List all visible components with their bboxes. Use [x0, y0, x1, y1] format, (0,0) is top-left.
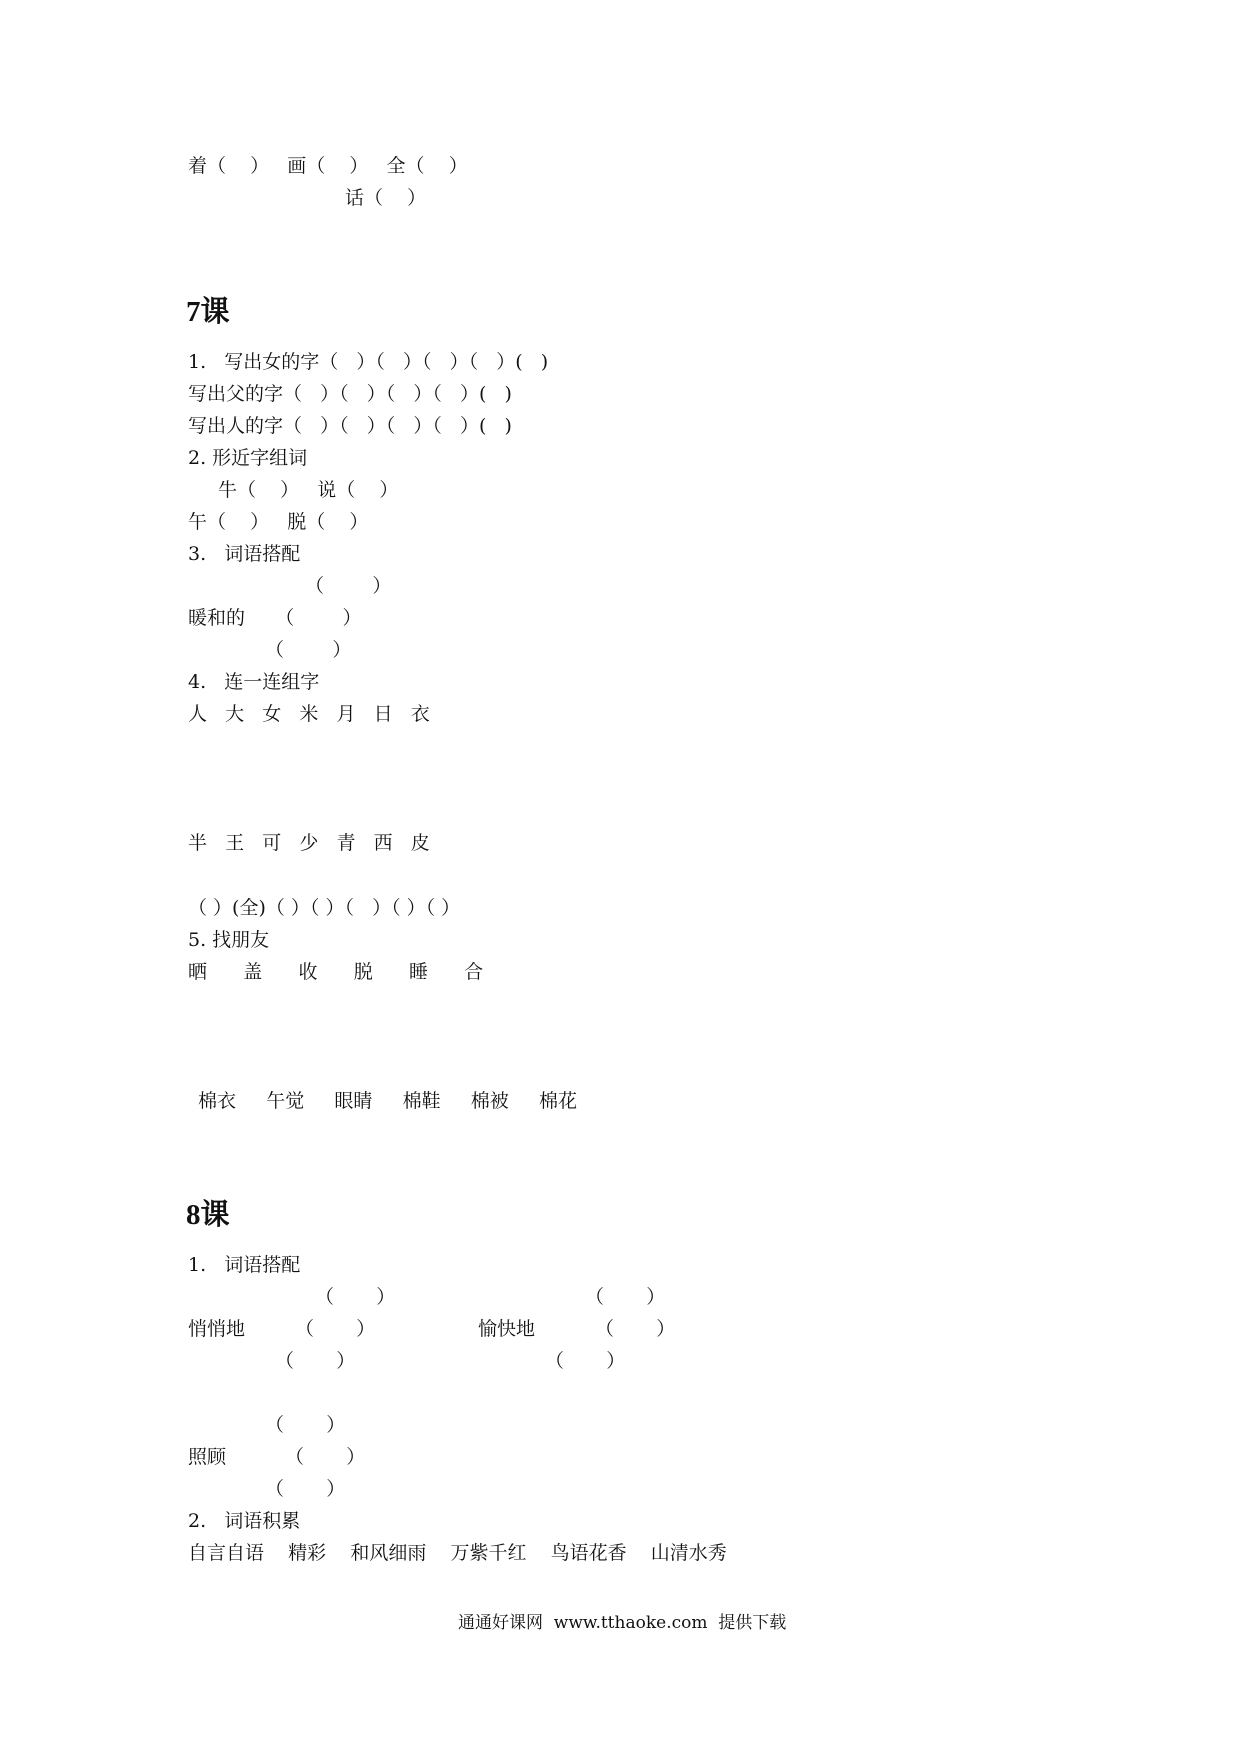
page-footer: 通通好课网 www.tthaoke.com 提供下载: [458, 1613, 787, 1633]
lesson7-q3-line3: （ ）: [265, 639, 352, 661]
lesson7-heading: 7课: [186, 296, 230, 328]
lesson7-q4-title: 4. 连一连组字: [188, 671, 320, 693]
lesson7-q1-line2: 写出父的字（ ）（ ）（ ）（ ）( ): [188, 383, 512, 405]
lesson8-q1-line3a: （ ）: [275, 1350, 356, 1372]
lesson8-q1-line5b: （ ）: [285, 1446, 366, 1468]
lesson8-q1-line1a: （ ）: [315, 1286, 396, 1308]
lesson8-heading: 8课: [186, 1199, 230, 1231]
lesson7-q3-line1: （ ）: [305, 575, 392, 597]
lesson7-q2-line2: 午（ ） 脱（ ）: [188, 511, 369, 533]
lesson8-q1-title: 1. 词语搭配: [188, 1254, 301, 1276]
lesson7-q4-row2: 半 王 可 少 青 西 皮: [188, 832, 430, 854]
lesson8-q1-line2b: （ ）: [295, 1318, 376, 1340]
lesson8-q1-line3b: （ ）: [545, 1350, 626, 1372]
lesson7-q3-line2: 暖和的 （ ）: [188, 607, 362, 629]
lesson7-q2-line1: 牛（ ） 说（ ）: [218, 479, 399, 501]
lesson7-q5-row1: 晒 盖 收 脱 睡 合: [188, 961, 484, 983]
lesson8-q1-line5a: 照顾: [188, 1446, 227, 1468]
lesson7-q2-title: 2. 形近字组词: [188, 447, 308, 469]
lesson7-q4-answers: （ ）(全)（ ）（ ）（ ）（ ）（ ）: [188, 897, 461, 919]
lesson8-q1-line2c: 愉快地: [478, 1318, 536, 1340]
top-line-2: 话（ ）: [345, 187, 427, 209]
lesson7-q1-line3: 写出人的字（ ）（ ）（ ）（ ）( ): [188, 415, 512, 437]
lesson7-q5-title: 5. 找朋友: [188, 929, 270, 951]
lesson7-q1-line1: 1. 写出女的字（ ）（ ）（ ）（ ）( ): [188, 351, 549, 373]
lesson8-q1-line4: （ ）: [265, 1414, 346, 1436]
lesson8-q2-words: 自言自语 精彩 和风细雨 万紫千红 鸟语花香 山清水秀: [188, 1542, 727, 1564]
lesson7-q3-title: 3. 词语搭配: [188, 543, 301, 565]
top-line-1: 着（ ） 画（ ） 全（ ）: [188, 155, 468, 177]
lesson8-q2-title: 2. 词语积累: [188, 1510, 301, 1532]
lesson8-q1-line2a: 悄悄地: [188, 1318, 246, 1340]
lesson8-q1-line6: （ ）: [265, 1478, 346, 1500]
lesson7-q4-row1: 人 大 女 米 月 日 衣: [188, 703, 430, 725]
lesson8-q1-line2d: （ ）: [595, 1318, 676, 1340]
lesson7-q5-row2: 棉衣 午觉 眼睛 棉鞋 棉被 棉花: [198, 1090, 577, 1112]
lesson8-q1-line1b: （ ）: [585, 1286, 666, 1308]
